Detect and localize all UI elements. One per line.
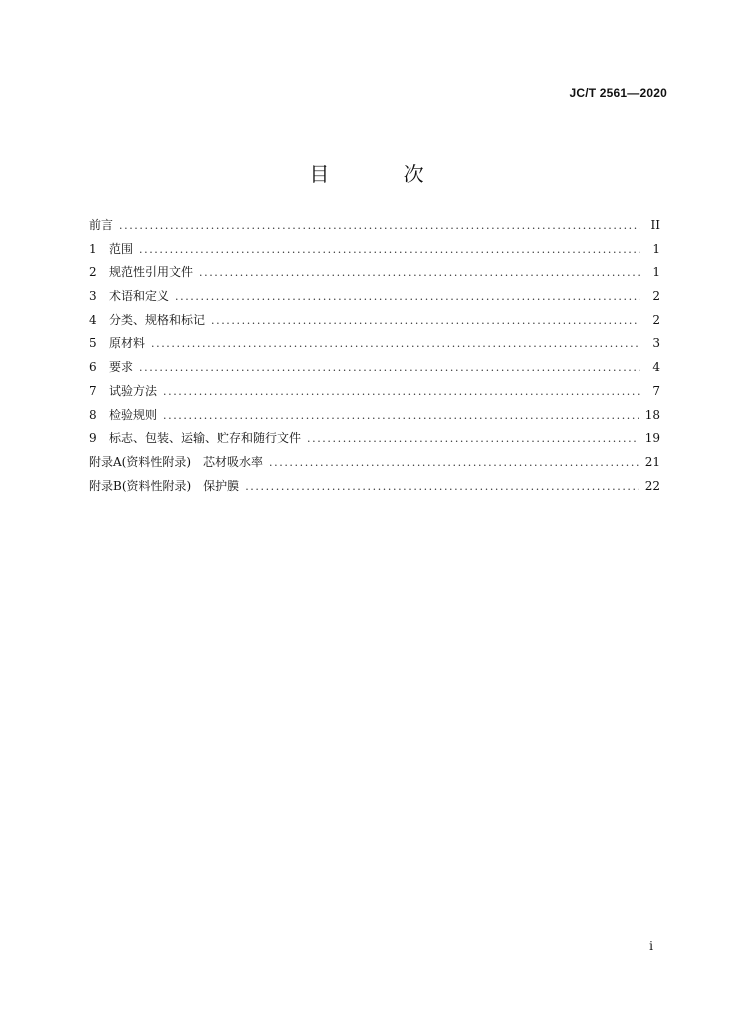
toc-entry-page: 4: [652, 360, 660, 375]
toc-entry-page: 7: [652, 383, 660, 398]
toc-entry-label: 原材料: [109, 336, 146, 351]
toc-entry-label: 标志、包装、运输、贮存和随行文件: [109, 431, 302, 446]
toc-leader-dots: [199, 266, 640, 279]
toc-entry-label: 检验规则: [109, 407, 158, 422]
toc-entry-4[interactable]: [89, 311, 660, 335]
toc-entry-1[interactable]: [89, 240, 660, 264]
toc-leader-dots: [175, 290, 640, 303]
toc-entry-label: 要求: [109, 360, 134, 375]
toc-entry-number: 8: [89, 407, 97, 422]
toc-entry-number: 5: [89, 336, 97, 351]
toc-entry-page: 1: [652, 241, 660, 256]
toc-entry-8[interactable]: [89, 406, 660, 430]
toc-entry-3[interactable]: [89, 287, 660, 311]
toc-entry-label: 范围: [109, 241, 134, 256]
toc-entry-label: 规范性引用文件: [109, 265, 194, 280]
toc-entry-label: 试验方法: [109, 383, 158, 398]
toc-entry-number: 6: [89, 360, 97, 375]
toc-entry-7[interactable]: [89, 382, 660, 406]
toc-leader-dots: [269, 456, 639, 469]
toc-entry-number: 4: [89, 312, 97, 327]
toc-entry-appendix-b[interactable]: [89, 477, 660, 501]
toc-entry-number: 9: [89, 431, 97, 446]
toc-leader-dots: [151, 337, 640, 350]
toc-leader-dots: [307, 432, 639, 445]
toc-entry-label: 附录B(资料性附录) 保护膜: [89, 478, 240, 493]
toc-entry-label: 前言: [89, 218, 114, 232]
toc-entry-number: 7: [89, 383, 97, 398]
toc-entry-page: II: [650, 218, 660, 232]
toc-leader-dots: [119, 219, 640, 232]
toc-entry-number: 1: [89, 241, 97, 256]
toc-entry-appendix-a[interactable]: [89, 453, 660, 477]
toc-entry-label: 术语和定义: [109, 289, 170, 304]
toc-entry-number: 3: [89, 289, 97, 304]
toc-leader-dots: [163, 409, 639, 422]
toc-entry-number: 2: [89, 265, 97, 280]
toc-entry-page: 19: [644, 431, 660, 446]
toc-entry-2[interactable]: [89, 263, 660, 287]
toc-entry-page: 18: [644, 407, 660, 422]
toc-entry-page: 3: [652, 336, 660, 351]
toc-entry-page: 1: [652, 265, 660, 280]
toc-entry-label: 分类、规格和标记: [109, 312, 206, 327]
toc-entry-page: 2: [652, 312, 660, 327]
toc-entry-9[interactable]: [89, 429, 660, 453]
toc-title: 目 次: [309, 162, 458, 186]
toc-leader-dots: [139, 361, 640, 374]
toc-leader-dots: [211, 314, 640, 327]
toc-entry-page: 22: [644, 478, 660, 493]
standard-code: JC/T 2561—2020: [569, 86, 667, 100]
table-of-contents: [89, 216, 660, 500]
page-number: i: [649, 939, 653, 953]
toc-entry-page: 21: [644, 454, 660, 469]
toc-entry-6[interactable]: [89, 358, 660, 382]
toc-entry-label: 附录A(资料性附录) 芯材吸水率: [89, 454, 264, 469]
toc-entry-page: 2: [652, 289, 660, 304]
toc-leader-dots: [163, 385, 640, 398]
toc-leader-dots: [245, 480, 639, 493]
toc-leader-dots: [139, 243, 640, 256]
toc-entry-5[interactable]: [89, 334, 660, 358]
toc-entry-foreword[interactable]: [89, 216, 660, 240]
